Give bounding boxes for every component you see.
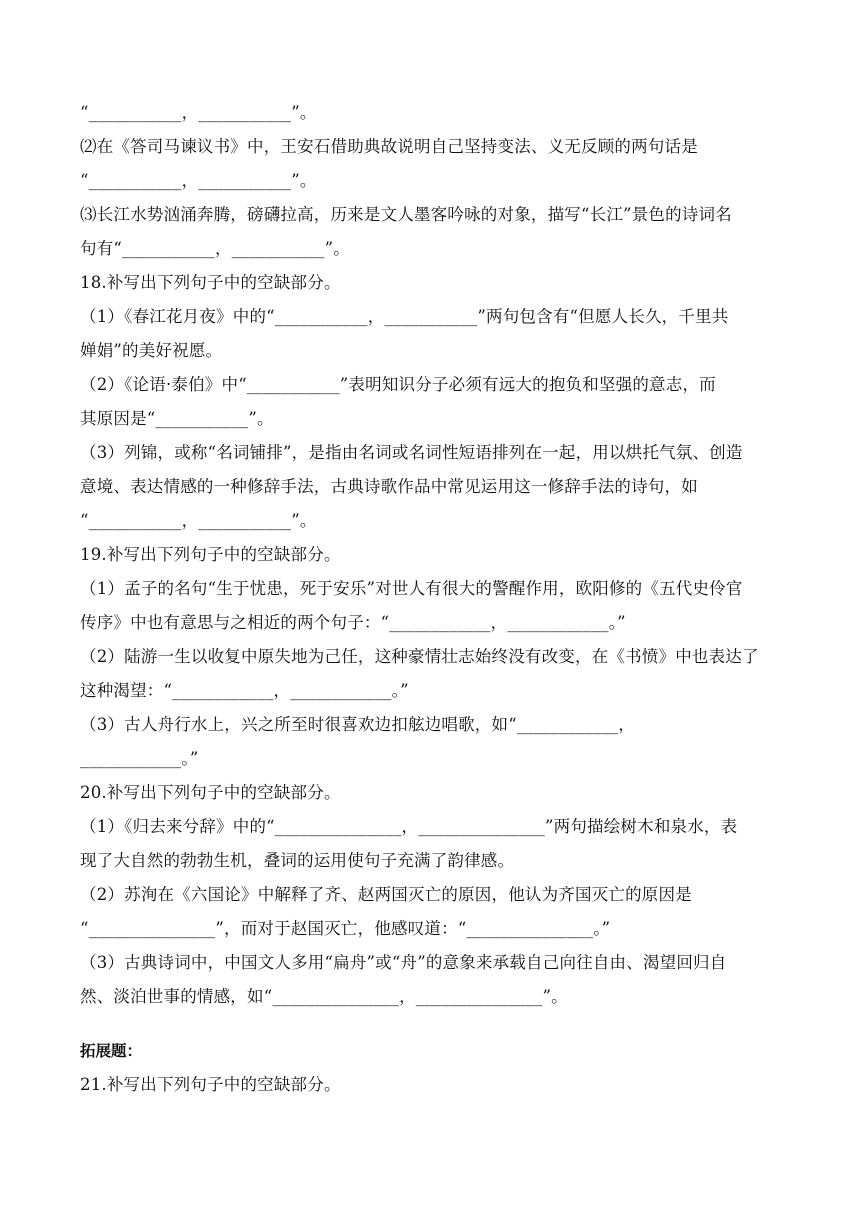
text-line: 现了大自然的勃勃生机，叠词的运用使句子充满了韵律感。 <box>80 851 515 870</box>
text-line: “___________，___________”。 <box>80 511 317 530</box>
text-line: “___________，___________”。 <box>80 171 317 190</box>
text-line: ⑶长江水势汹涌奔腾，磅礴拉高，历来是文人墨客吟咏的对象，描写“长江”景色的诗词名 <box>80 205 732 224</box>
question-heading: 20.补写出下列句子中的空缺部分。 <box>80 783 341 802</box>
text-line: 这种渴望：“____________，____________。” <box>80 681 409 700</box>
section-heading: 拓展题： <box>80 1042 143 1060</box>
text-line: “___________，___________”。 <box>80 103 317 122</box>
text-line: ⑵在《答司马谏议书》中，王安石借助典故说明自己坚持变法、义无反顾的两句话是 <box>80 137 698 156</box>
question-heading: 18.补写出下列句子中的空缺部分。 <box>80 273 341 292</box>
text-line: ____________。” <box>80 749 199 768</box>
text-line: （3）列锦，或称“名词铺排”，是指由名词或名词性短语排列在一起，用以烘托气氛、创造 <box>80 443 743 462</box>
text-line: （2）《论语·泰伯》中“___________”表明知识分子必须有远大的抱负和坚强的意志，而 <box>80 375 716 394</box>
text-line: （2）陆游一生以收复中原失地为己任，这种豪情壮志始终没有改变，在《书愤》中也表达了 <box>80 647 759 666</box>
text-line: 婵娟”的美好祝愿。 <box>80 341 223 360</box>
text-line: 然、淡泊世事的情感，如“_______________，_______________”。 <box>80 987 568 1006</box>
question-heading: 21.补写出下列句子中的空缺部分。 <box>80 1075 341 1094</box>
document-page <box>80 96 790 1102</box>
text-line: （1）《归去来兮辞》中的“_______________，_______________”两句描绘树木和泉水，表 <box>80 817 738 836</box>
question-heading: 19.补写出下列句子中的空缺部分。 <box>80 545 341 564</box>
text-line: （3）古人舟行水上，兴之所至时很喜欢边扣舷边唱歌，如“____________， <box>80 715 635 734</box>
section-spacer <box>80 1014 790 1034</box>
text-line: “_______________”，而对于赵国灭亡，他感叹道：“_______________。” <box>80 919 611 938</box>
text-line: 句有“___________，___________”。 <box>80 239 350 258</box>
text-line: 传序》中也有意思与之相近的两个句子：“____________，____________。” <box>80 613 626 632</box>
text-line: （1）《春江花月夜》中的“___________，___________”两句包含有“但愿人长久，千里共 <box>80 307 729 326</box>
text-line: （1）孟子的名句“生于忧患，死于安乐”对世人有很大的警醒作用，欧阳修的《五代史伶官 <box>80 579 743 598</box>
text-line: （3）古典诗词中，中国文人多用“扁舟”或“舟”的意象来承载自己向往自由、渴望回归自 <box>80 953 727 972</box>
text-line: （2）苏洵在《六国论》中解释了齐、赵两国灭亡的原因，他认为齐国灭亡的原因是 <box>80 885 692 904</box>
text-line: 意境、表达情感的一种修辞手法，古典诗歌作品中常见运用这一修辞手法的诗句，如 <box>80 477 698 496</box>
text-line: 其原因是“___________”。 <box>80 409 274 428</box>
